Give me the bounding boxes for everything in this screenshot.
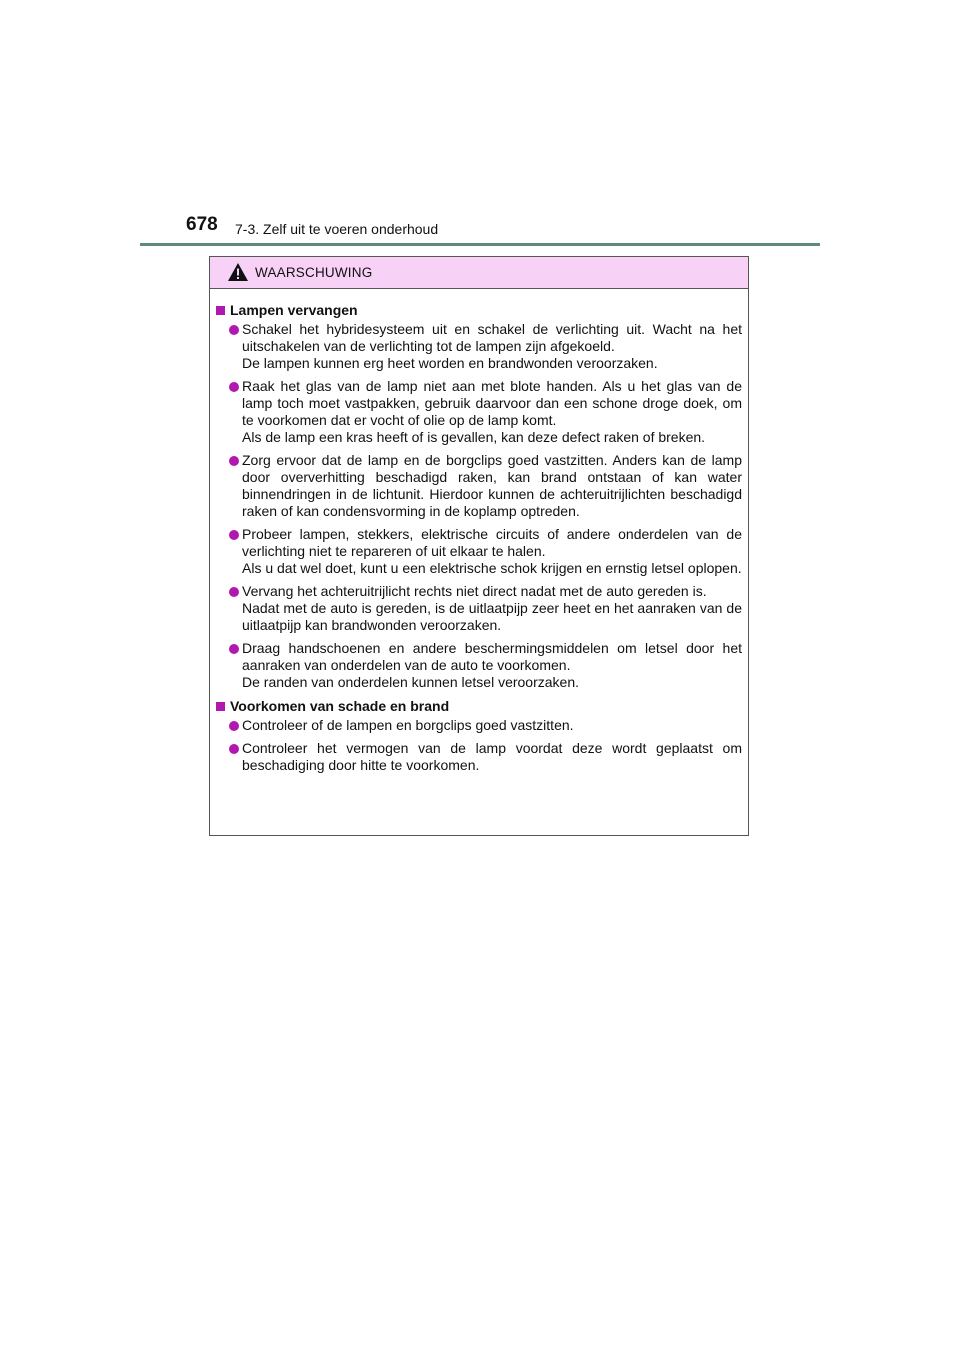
round-bullet-icon	[229, 530, 239, 540]
page-header	[140, 214, 820, 248]
item-text: Draag handschoenen en andere beschermingsmiddelen om letsel door het aanraken van onderdelen van de auto te voorkomen.	[242, 640, 742, 673]
square-bullet-icon	[216, 306, 225, 315]
list-item	[216, 640, 742, 691]
round-bullet-icon	[229, 456, 239, 466]
warning-section	[216, 697, 742, 774]
page-number: 678	[186, 214, 218, 235]
item-text: Nadat met de auto is gereden, is de uitlaatpijp zeer heet en het aanraken van de uitlaatpijp kan brandwonden veroorzaken.	[242, 600, 742, 633]
square-bullet-icon	[216, 702, 225, 711]
item-text: Controleer het vermogen van de lamp voordat deze wordt geplaatst om beschadiging door hitte te voorkomen.	[242, 740, 742, 773]
item-text: De randen van onderdelen kunnen letsel veroorzaken.	[242, 674, 580, 690]
round-bullet-icon	[229, 382, 239, 392]
item-text: Probeer lampen, stekkers, elektrische circuits of andere onderdelen van de verlichting niet te repareren of uit elkaar te halen.	[242, 526, 742, 559]
round-bullet-icon	[229, 644, 239, 654]
header-divider	[140, 243, 820, 246]
list-item	[216, 452, 742, 520]
item-text: Schakel het hybridesysteem uit en schakel de verlichting uit. Wacht na het uitschakelen van de verlichting tot de lampen zijn afgekoeld.	[242, 321, 742, 354]
list-item	[216, 321, 742, 372]
item-text: De lampen kunnen erg heet worden en brandwonden veroorzaken.	[242, 355, 658, 371]
item-text: Als u dat wel doet, kunt u een elektrische schok krijgen en ernstig letsel oplopen.	[242, 560, 742, 576]
section-heading-text: Lampen vervangen	[230, 302, 358, 318]
warning-triangle-icon	[227, 262, 249, 282]
round-bullet-icon	[229, 744, 239, 754]
warning-body	[210, 289, 748, 774]
warning-box	[209, 256, 749, 836]
list-item	[216, 740, 742, 774]
list-item	[216, 378, 742, 446]
warning-title: WAARSCHUWING	[255, 265, 373, 280]
section-heading	[216, 301, 742, 319]
item-text: Vervang het achteruitrijlicht rechts niet direct nadat met de auto gereden is.	[242, 583, 707, 599]
section-heading-text: Voorkomen van schade en brand	[230, 698, 450, 714]
item-text: Controleer of de lampen en borgclips goed vastzitten.	[242, 717, 574, 733]
item-text: Zorg ervoor dat de lamp en de borgclips goed vastzitten. Anders kan de lamp door oververhitting beschadigd raken, kan brand ontstaan of kan water binnendringen in de lichtunit. Hierdoor kunnen de achteruitrijlichten beschadigd raken of kan condensvorming in de koplamp optreden.	[242, 452, 742, 519]
round-bullet-icon	[229, 721, 239, 731]
item-text: Als de lamp een kras heeft of is gevallen, kan deze defect raken of breken.	[242, 429, 706, 445]
warning-header	[210, 257, 748, 289]
list-item	[216, 526, 742, 577]
section-title: 7-3. Zelf uit te voeren onderhoud	[235, 221, 439, 237]
list-item	[216, 583, 742, 634]
list-item	[216, 717, 742, 734]
round-bullet-icon	[229, 587, 239, 597]
warning-section	[216, 301, 742, 691]
section-heading	[216, 697, 742, 715]
round-bullet-icon	[229, 325, 239, 335]
item-text: Raak het glas van de lamp niet aan met blote handen. Als u het glas van de lamp toch moet vastpakken, gebruik daarvoor dan een schone droge doek, om te voorkomen dat er vocht of olie op de lamp komt.	[242, 378, 742, 428]
